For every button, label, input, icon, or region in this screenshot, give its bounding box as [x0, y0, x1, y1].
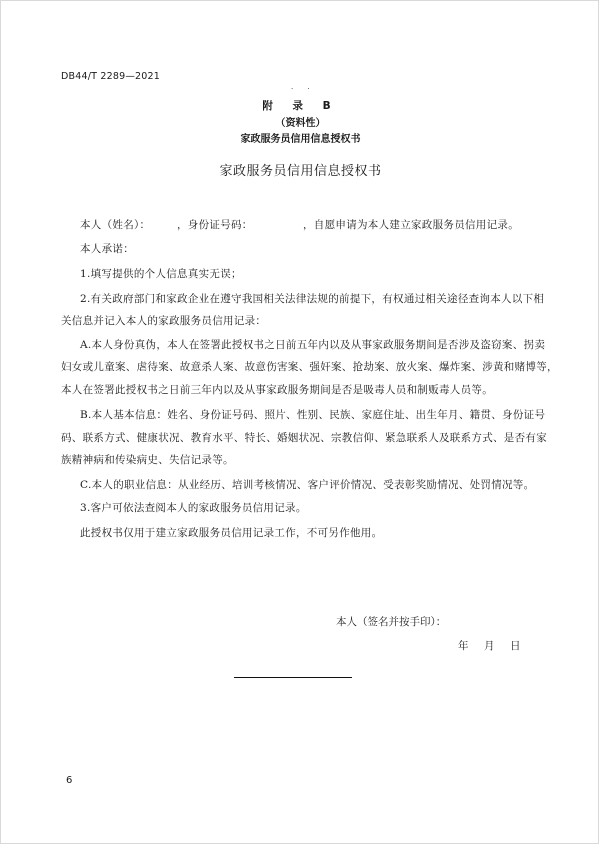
annex-type: （资料性）	[275, 118, 326, 129]
intro-statement: ，自愿申请为本人建立家政服务员信用记录。	[303, 219, 519, 231]
date-year-label: 年	[458, 640, 469, 652]
usage-note: 此授权书仅用于建立家政服务员信用记录工作，不可另作他用。	[80, 527, 383, 539]
emphasis-dots: · ·	[291, 85, 316, 93]
promise-item-3: 3.客户可依法查阅本人的家政服务员信用记录。	[80, 502, 307, 514]
promise-heading: 本人承诺：	[80, 243, 134, 255]
item-a-line-2: 妇女或儿童案、虐待案、故意杀人案、故意伤害案、强奸案、抢劫案、放火案、爆炸案、涉黄和赌博等，	[61, 361, 558, 373]
annex-title: 家政服务员信用信息授权书	[240, 134, 361, 145]
item-a-line-1: A.本人身份真伪，本人在签署此授权书之日前五年内以及从事家政服务期间是否涉及盗窃案、拐卖	[80, 339, 546, 351]
annex-label: 附 录 B	[262, 100, 339, 112]
date-month-label: 月	[484, 640, 495, 652]
promise-item-1: 1.填写提供的个人信息真实无误；	[80, 268, 242, 280]
intro-id-label: ，身份证号码：	[177, 219, 253, 231]
promise-item-2-line-2: 关信息并记入本人的家政服务员信用记录：	[61, 315, 267, 327]
end-rule	[234, 677, 352, 678]
item-a-line-3: 本人在签署此授权书之日前三年内以及从事家政服务期间是否是吸毒人员和制贩毒人员等。	[61, 384, 493, 396]
item-b-line-1: B.本人基本信息：姓名、身份证号码、照片、性别、民族、家庭住址、出生年月、籍贯、身份证号	[80, 409, 546, 421]
page-number: 6	[66, 775, 73, 786]
promise-item-2-line-1: 2.有关政府部门和家政企业在遵守我国相关法律法规的前提下，有权通过相关途径查询本人以下相	[80, 293, 545, 305]
item-b-line-2: 码、联系方式、健康状况、教育水平、特长、婚姻状况、宗教信仰、紧急联系人及联系方式、是否有家	[61, 432, 547, 444]
signature-label: 本人（签名并按手印）：	[336, 616, 447, 628]
item-c: C.本人的职业信息：从业经历、培训考核情况、客户评价情况、受表彰奖励情况、处罚情况等。	[80, 479, 535, 491]
date-day-label: 日	[510, 640, 521, 652]
standard-code: DB44/T 2289—2021	[61, 71, 160, 82]
document-title: 家政服务员信用信息授权书	[219, 164, 382, 179]
intro-name-label: 本人（姓名）：	[80, 219, 151, 231]
item-b-line-3: 族精神病和传染病史、失信记录等。	[61, 454, 234, 466]
